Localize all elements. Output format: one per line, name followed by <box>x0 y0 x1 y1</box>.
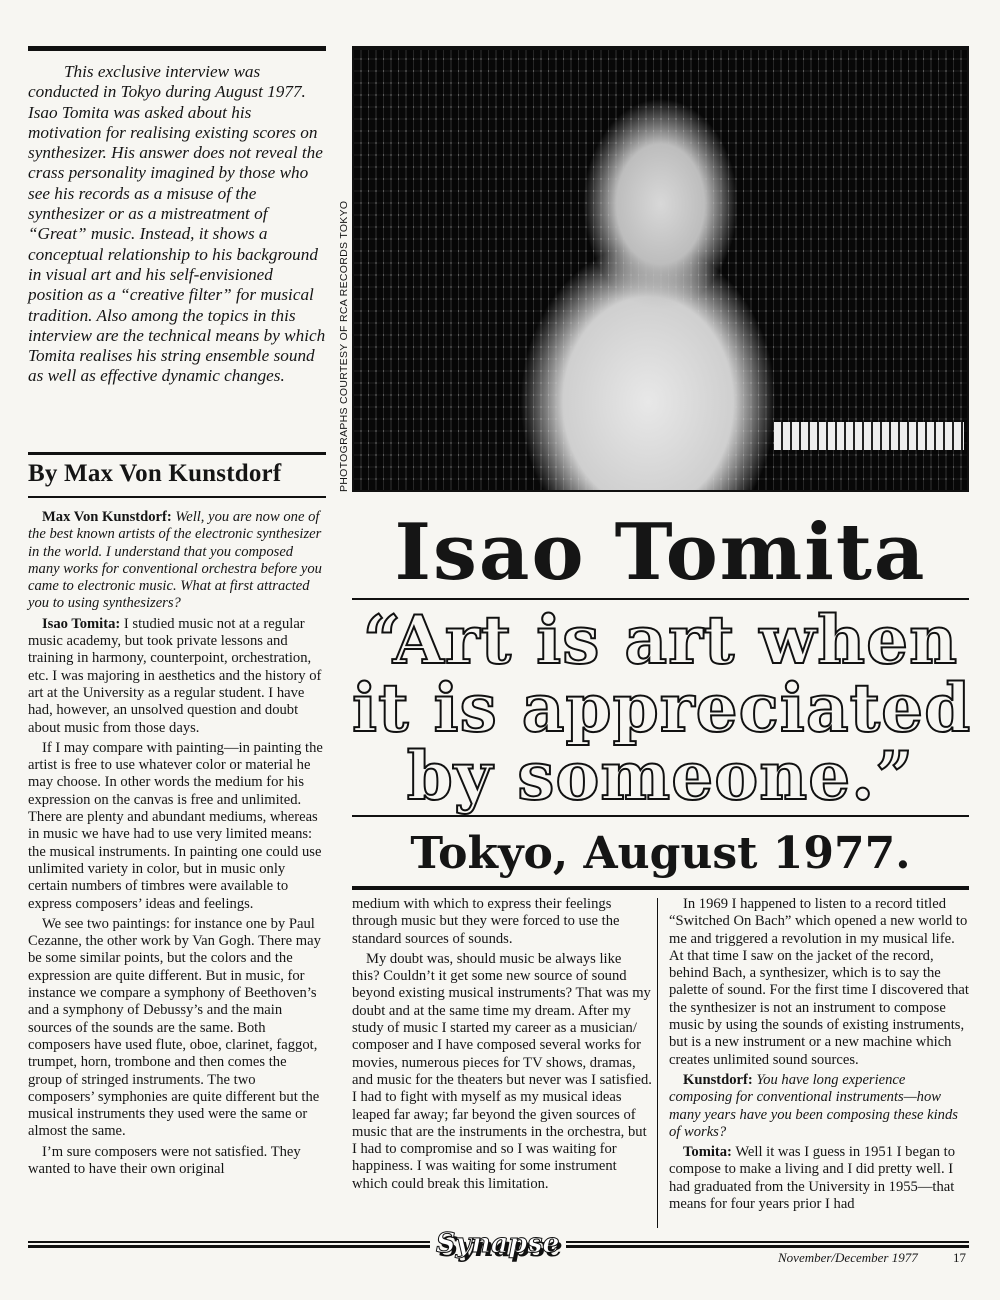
quote-line: “Art is art when <box>362 601 959 679</box>
paragraph: I’m sure composers were not satisfied. They wanted to have their own original <box>28 1143 301 1177</box>
byline: By Max Von Kunstdorf <box>28 460 282 487</box>
intro-text: This exclusive interview was conducted in Tokyo during August 1977. Isao Tomita was asked about his motivation for realising existing scores on synthesizer. His answer does not reveal the crass personality imagined by those who see his records as a misuse of the synthesizer or as a mistreatment of “Great” music. Instead, it shows a conceptual relationship to his background in visual art and his self-envisioned position as a “creative filter” for musical tradition. Also among the topics in this interview are the technical means by which Tomita realises his string ensemble sound as well as effective dynamic changes. <box>28 62 326 386</box>
byline-rule-top <box>28 452 326 455</box>
speaker-label: Isao Tomita: <box>42 615 121 632</box>
article-column-3 <box>669 896 971 1216</box>
byline-rule-bottom <box>28 496 326 498</box>
quote-rule <box>352 815 969 817</box>
title-rule <box>352 598 969 600</box>
synapse-logo: Synapse <box>430 1228 566 1259</box>
column-divider <box>657 898 658 1228</box>
paragraph <box>28 509 324 613</box>
quote-line: it is appreciated <box>352 669 972 747</box>
answer-text: I studied music not at a regular music academy, but took private lessons and training in harmony, counterpoint, orchestration, etc. I was majoring in aesthetics and the history of art at the University as a regular student. I have had, however, an unsolved question and doubt about music from those days. <box>28 615 322 736</box>
quote-line: by someone.” <box>406 737 915 815</box>
paragraph <box>669 1072 971 1141</box>
pull-quote <box>352 601 972 815</box>
dateline-rule <box>352 886 969 890</box>
photo-tomita-synthesizer <box>352 48 969 492</box>
article-column-1 <box>28 509 324 1178</box>
top-rule-left <box>28 46 326 51</box>
photo-credit: PHOTOGRAPHS COURTESY OF RCA RECORDS TOKYO <box>338 200 350 492</box>
article-title: Isao Tomita <box>394 507 927 598</box>
paragraph <box>669 1144 971 1213</box>
paragraph: My doubt was, should music be always like this? Couldn’t it get some new source of sound beyond existing musical instruments? That was my doubt and at the same time my dream. After my study of music I started my career as a musician/ composer and I have composed several works for movies, numerous pieces for TV shows, dramas, and music for the theaters but never was I satisfied. I had to fight with myself as my musical ideas leaped far away; far beyond the given sources of music that are the instruments in the orchestra, but I had to compromise and so I was waiting for happiness. I was waiting for some instrument which could break this limitation. <box>352 950 652 1192</box>
paragraph: medium with which to express their feelings through music but they were forced to use the standard sources of sounds. <box>352 896 620 947</box>
issue-date <box>778 1250 918 1266</box>
article-column-2 <box>352 896 652 1196</box>
keyboard-detail <box>774 422 964 450</box>
speaker-label: Kunstdorf: <box>683 1071 753 1088</box>
paragraph <box>28 616 324 737</box>
issue-text: November/December 1977 <box>778 1250 918 1265</box>
intro-blurb <box>28 62 328 387</box>
page-number: 17 <box>953 1250 966 1265</box>
question-text: You have long experience composing for conventional instruments—how many years have you been composing these kinds of works? <box>669 1071 958 1140</box>
question-text: Well, you are now one of the best known artists of the electronic synthesizer in the world. I understand that you composed many works for conventional orchestra before you came to electronic music. What at first attracted you to using synthesizers? <box>28 509 322 612</box>
paragraph: If I may compare with painting—in painting the artist is free to use whatever color or material he may choose. In other words the medium for his expression on the canvas is free and unlimited. There are plenty and abundant mediums, whereas in music we have had to use very limited means: the musical instruments. In painting one could use unlimited variety in color, but in music only certain numbers of timbres were available to express composers’ ideas and feelings. <box>28 739 323 912</box>
answer-text: Well it was I guess in 1951 I began to compose to make a living and I did pretty well. I had graduated from the University in 1955—that means for four years prior I had <box>669 1144 956 1213</box>
paragraph: We see two paintings: for instance one by Paul Cezanne, the other work by Van Gogh. There may be some similar points, but the colors and the expression are quite different. But in music, for instance we compare a symphony of Beethoven’s and a symphony of Debussy’s and the main sources of the sounds are the same. Both composers have used flute, oboe, clarinet, faggot, trumpet, horn, trombone and then comes the group of stringed instruments. The two composers’ symphonies are quite different but the musical instruments they used were the same or almost the same. <box>28 915 321 1140</box>
dateline: Tokyo, August 1977. <box>410 828 911 879</box>
speaker-label: Max Von Kunstdorf: <box>42 509 172 525</box>
speaker-label: Tomita: <box>683 1144 732 1161</box>
paragraph: In 1969 I happened to listen to a record titled “Switched On Bach” which opened a new world to me and triggered a revolution in my musical life. At that time I saw on the jacket of the record, behind Bach, a synthesizer, which is to say the palette of sound. For the first time I discovered that the synthesizer is not an instrument to compose music by using the sounds of existing instruments, but is a new instrument or a new machine which creates unlimited sound sources. <box>669 896 969 1068</box>
